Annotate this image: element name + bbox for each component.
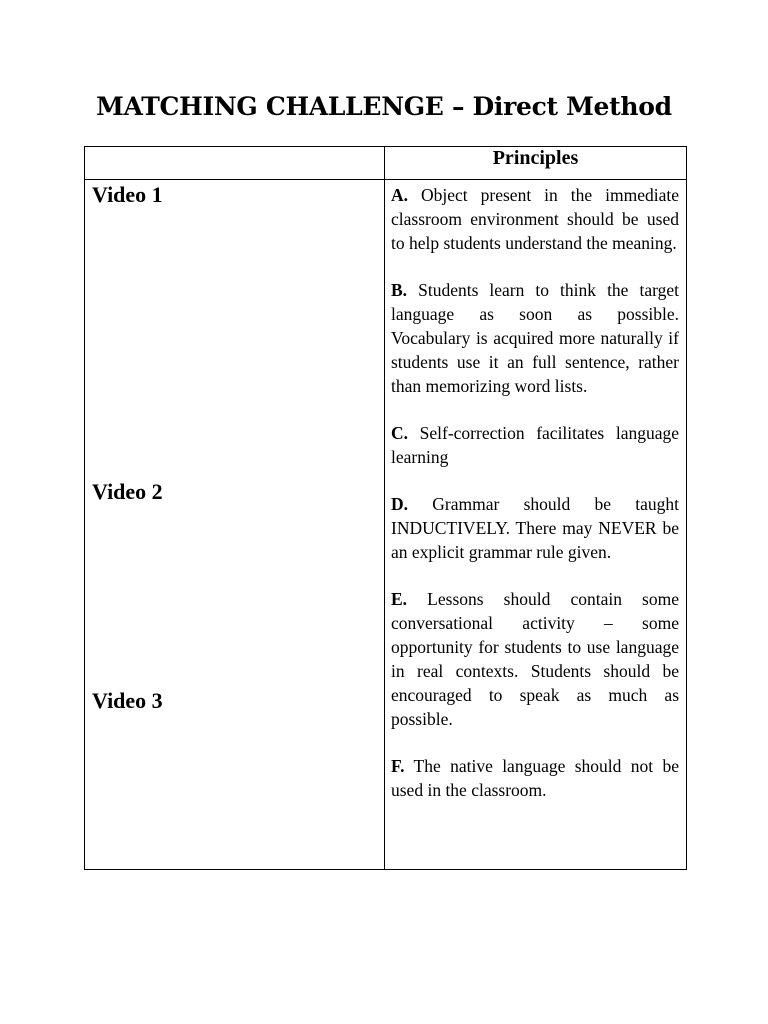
principle-text: Grammar should be taught INDUCTIVELY. There may NEVER be an explicit grammar rule given. <box>391 494 679 562</box>
principle-text: Students learn to think the target language as soon as possible. Vocabulary is acquired more naturally if students use it an full sentence, rather than memorizing word lists. <box>391 280 679 396</box>
header-cell-empty <box>85 147 385 180</box>
principle-text: Object present in the immediate classroom environment should be used to help students understand the meaning. <box>391 185 680 253</box>
principle-b <box>391 278 679 398</box>
header-cell-principles: Principles <box>385 147 687 180</box>
principle-e <box>391 587 679 731</box>
matching-table <box>84 146 687 870</box>
principle-letter: C. <box>391 423 409 443</box>
table-body-row <box>85 180 687 870</box>
principle-a <box>391 183 679 255</box>
principle-letter: E. <box>391 589 408 609</box>
principle-letter: D. <box>391 494 409 514</box>
document-title: MATCHING CHALLENGE – Direct Method <box>96 92 672 121</box>
principle-letter: F. <box>391 756 405 776</box>
principle-text: The native language should not be used in the classroom. <box>391 756 679 800</box>
video-2-label: Video 2 <box>92 479 163 504</box>
videos-cell <box>85 180 385 870</box>
principle-f <box>391 754 679 802</box>
principle-text: Self-correction facilitates language learning <box>391 423 680 467</box>
principle-text: Lessons should contain some conversational activity – some opportunity for students to use language in real contexts. Students should be encouraged to speak as much as possible. <box>391 589 679 729</box>
principle-c <box>391 421 679 469</box>
video-3-label: Video 3 <box>92 688 163 713</box>
principle-d <box>391 492 679 564</box>
principle-letter: A. <box>391 185 409 205</box>
table-header-row <box>85 147 687 180</box>
principle-letter: B. <box>391 280 408 300</box>
video-1-label: Video 1 <box>92 182 163 207</box>
principles-cell <box>385 180 687 870</box>
